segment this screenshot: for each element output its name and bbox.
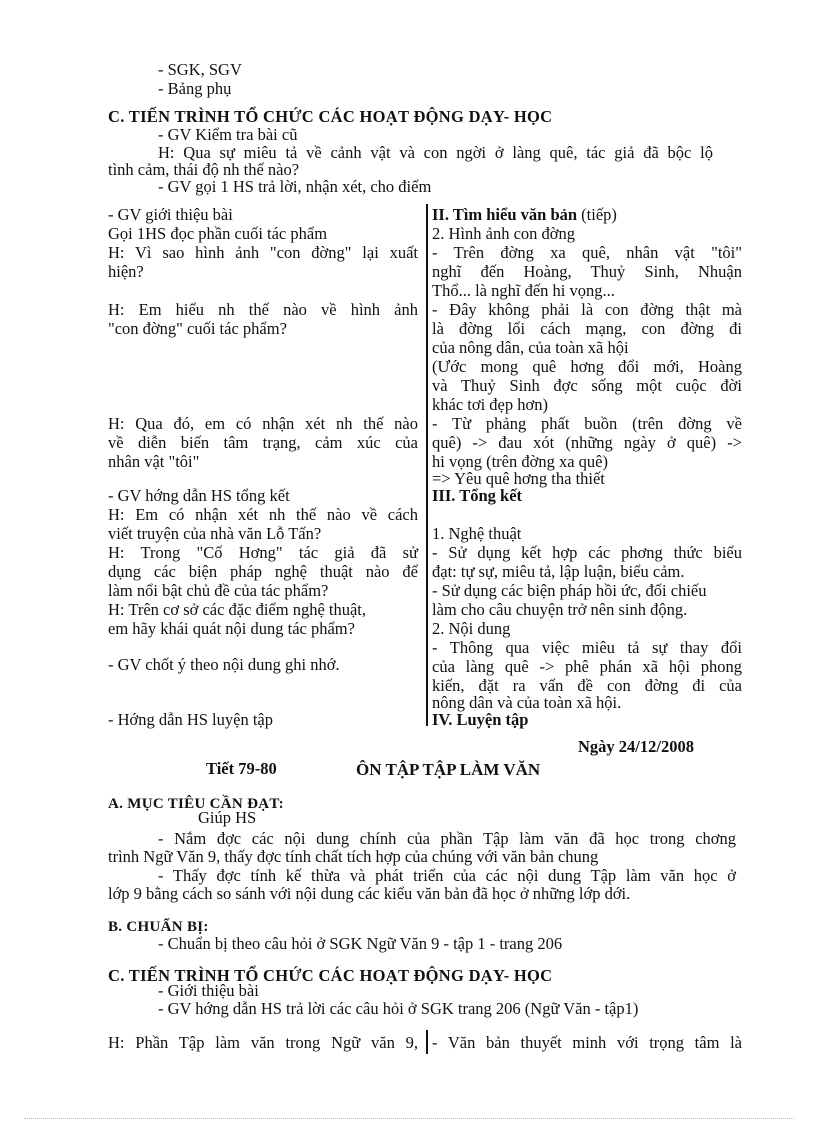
- text-line: - Chuẩn bị theo câu hỏi ở SGK Ngữ Văn 9 - tập 1 - trang 206: [158, 934, 563, 953]
- table-cell-line: - Trên đờng xa quê, nhân vật "tôi": [432, 243, 742, 262]
- table-cell-line: H: Em hiểu nh thế nào về hình ảnh: [108, 300, 418, 319]
- table-cell-line: làm cho câu chuyện trở nên sinh động.: [432, 600, 688, 619]
- table-cell-line: - GV giới thiệu bài: [108, 205, 233, 224]
- table-cell-line: đạt: tự sự, miêu tả, lập luận, biểu cảm.: [432, 562, 685, 581]
- table-cell-line: => Yêu quê hơng tha thiết: [432, 469, 605, 488]
- text-line: - Nắm đợc các nội dung chính của phần Tập làm văn đã học trong chơng: [158, 829, 736, 848]
- page-bottom-border: [24, 1118, 794, 1119]
- table-cell-line: 1. Nghệ thuật: [432, 524, 522, 543]
- table-cell-line: - Sử dụng các biện pháp hồi ức, đối chiếu: [432, 581, 707, 600]
- text-line: tình cảm, thái độ nh thế nào?: [108, 160, 300, 179]
- table-cell-line: - GV hớng dẫn HS tổng kết: [108, 486, 290, 505]
- column-divider: [426, 204, 428, 726]
- lesson-title: ÔN TẬP TẬP LÀM VĂN: [356, 760, 541, 779]
- table-cell-line: khác tơi đẹp hơn): [432, 395, 548, 414]
- table-cell-line: H: Phần Tập làm văn trong Ngữ văn 9,: [108, 1033, 418, 1052]
- table-cell-line: H: Qua đó, em có nhận xét nh thế nào: [108, 414, 418, 433]
- table-cell-line: H: Trong "Cố Hơng" tác giả đã sử: [108, 543, 418, 562]
- text-line: H: Qua sự miêu tả về cảnh vật và con ngời ở làng quê, tác giả đã bộc lộ: [158, 143, 713, 162]
- table-cell-line: H: Em có nhận xét nh thế nào về cách: [108, 505, 418, 524]
- table-cell-line: kiến, đặt ra vấn đề con đờng đi của: [432, 676, 742, 695]
- text-line: trình Ngữ Văn 9, thấy đợc tính chất tích hợp của chúng với văn bản chung: [108, 847, 599, 866]
- table-cell-heading: IV. Luyện tập: [432, 710, 529, 729]
- material-item: - SGK, SGV: [158, 60, 242, 79]
- table-cell-line: quê) -> đau xót (những ngày ở quê) ->: [432, 433, 742, 452]
- table-cell-line: và Thuỷ Sinh đợc sống một cuộc đời: [432, 376, 742, 395]
- table-cell-line: - Thông qua việc miêu tả sự thay đổi: [432, 638, 742, 657]
- table-cell-line: Thổ... là nghĩ đến hi vọng...: [432, 281, 615, 300]
- table-cell-line: viết truyện của nhà văn Lỗ Tấn?: [108, 524, 322, 543]
- table-cell-heading: III. Tổng kết: [432, 486, 523, 505]
- table-cell-line: về diễn biến tâm trạng, cảm xúc của: [108, 433, 418, 452]
- table-cell-line: em hãy khái quát nội dung tác phẩm?: [108, 619, 355, 638]
- text-line: - Thấy đợc tính kế thừa và phát triển của các nội dung Tập làm văn học ở: [158, 866, 736, 885]
- table-cell-line: 2. Hình ảnh con đờng: [432, 224, 575, 243]
- table-cell-line: - Từ phảng phất buồn (trên đờng về: [432, 414, 742, 433]
- table-cell-line: - GV chốt ý theo nội dung ghi nhớ.: [108, 655, 340, 674]
- table-cell-line: nghĩ đến Hoàng, Thuỷ Sinh, Nhuận: [432, 262, 742, 281]
- table-cell-heading: [432, 205, 617, 224]
- text-line: - Giới thiệu bài: [158, 981, 259, 1000]
- section-heading: C. TIẾN TRÌNH TỔ CHỨC CÁC HOẠT ĐỘNG DẠY- HỌC: [108, 107, 553, 126]
- section-heading: B. CHUẨN BỊ:: [108, 919, 209, 935]
- text-line: - GV Kiểm tra bài cũ: [158, 125, 298, 144]
- column-divider: [426, 1030, 428, 1054]
- table-cell-line: H: Vì sao hình ảnh "con đờng" lại xuất: [108, 243, 418, 262]
- section-heading: C. TIẾN TRÌNH TỔ CHỨC CÁC HOẠT ĐỘNG DẠY- HỌC: [108, 966, 553, 985]
- text-line: - GV gọi 1 HS trả lời, nhận xét, cho điểm: [158, 177, 432, 196]
- table-cell-line: - Hớng dẫn HS luyện tập: [108, 710, 273, 729]
- table-cell-line: 2. Nội dung: [432, 619, 511, 638]
- heading-text: II. Tìm hiểu văn bản: [432, 205, 578, 224]
- table-cell-line: nhân vật "tôi": [108, 452, 200, 471]
- heading-suffix: (tiếp): [577, 205, 617, 224]
- text-line: - GV hớng dẫn HS trả lời các câu hỏi ở SGK trang 206 (Ngữ Văn - tập1): [158, 999, 639, 1018]
- table-cell-line: H: Trên cơ sở các đặc điểm nghệ thuật,: [108, 600, 367, 619]
- table-cell-line: hi vọng (trên đờng xa quê): [432, 452, 608, 471]
- table-cell-line: - Văn bản thuyết minh với trọng tâm là: [432, 1033, 742, 1052]
- table-cell-line: nông dân và của toàn xã hội.: [432, 693, 622, 712]
- material-item: - Bảng phụ: [158, 79, 232, 98]
- section-heading: A. MỤC TIÊU CẦN ĐẠT:: [108, 796, 284, 812]
- table-cell-line: dụng các biện pháp nghệ thuật nào để: [108, 562, 418, 581]
- table-cell-line: Gọi 1HS đọc phần cuối tác phẩm: [108, 224, 328, 243]
- table-cell-line: - Sử dụng kết hợp các phơng thức biểu: [432, 543, 742, 562]
- lesson-number: Tiết 79-80: [206, 759, 277, 778]
- table-cell-line: (Ước mong quê hơng đổi mới, Hoàng: [432, 357, 742, 376]
- text-line: lớp 9 bằng cách so sánh với nội dung các kiểu văn bản đã học ở những lớp dới.: [108, 884, 631, 903]
- table-cell-line: của làng quê -> phê phán xã hội phong: [432, 657, 742, 676]
- table-cell-line: - Đây không phải là con đờng thật mà: [432, 300, 742, 319]
- table-cell-line: của nông dân, của toàn xã hội: [432, 338, 629, 357]
- text-line: Giúp HS: [198, 808, 257, 827]
- table-cell-line: "con đờng" cuối tác phẩm?: [108, 319, 287, 338]
- table-cell-line: làm nổi bật chủ đề của tác phẩm?: [108, 581, 329, 600]
- table-cell-line: hiện?: [108, 262, 144, 281]
- date-text: Ngày 24/12/2008: [578, 737, 694, 756]
- table-cell-line: là đờng lối cách mạng, con đờng đi: [432, 319, 742, 338]
